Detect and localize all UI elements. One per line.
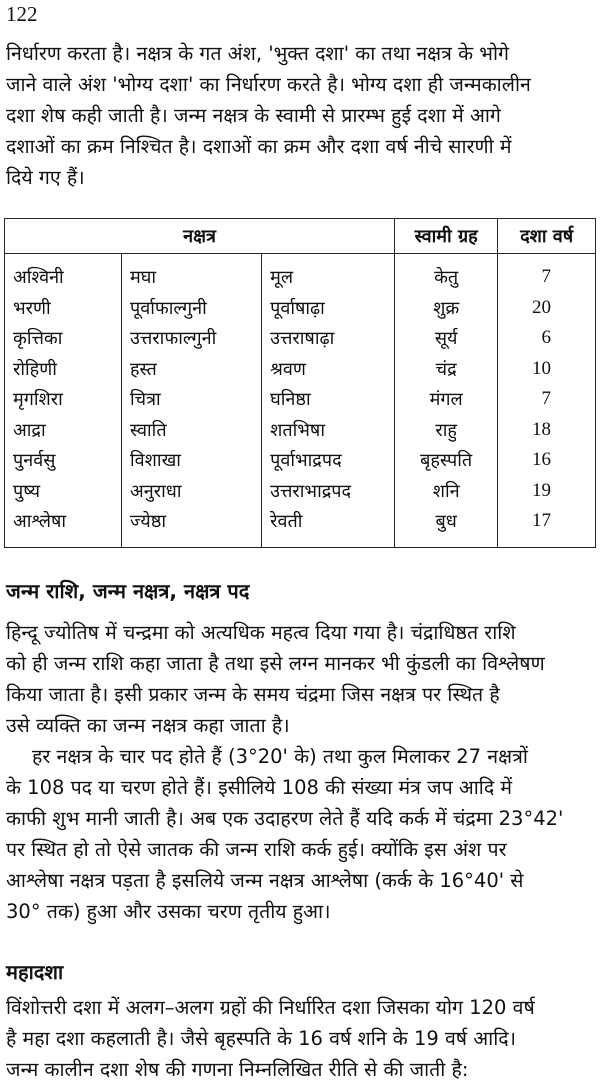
cell-nakshatra-2: पूर्वाफाल्गुनी xyxy=(122,293,262,324)
cell-lord: सूर्य xyxy=(395,323,498,354)
text-line: किया जाता है। इसी प्रकार जन्म के समय चंद्रमा जिस नक्षत्र पर स्थित है xyxy=(6,683,500,706)
table-row xyxy=(5,293,596,324)
dasha-table xyxy=(4,218,596,548)
cell-nakshatra-1: भरणी xyxy=(5,293,122,324)
cell-years: 19 xyxy=(498,476,596,507)
cell-nakshatra-1: पुष्य xyxy=(5,476,122,507)
paragraph-janma-rashi xyxy=(6,617,596,927)
cell-years: 16 xyxy=(498,445,596,476)
cell-lord: राहु xyxy=(395,415,498,446)
cell-years: 6 xyxy=(498,323,596,354)
cell-nakshatra-3: पूर्वाषाढ़ा xyxy=(262,293,395,324)
header-nakshatra: नक्षत्र xyxy=(5,219,395,254)
text-line: दशाओं का क्रम निश्चित है। दशाओं का क्रम और दशा वर्ष नीचे सारणी में xyxy=(6,135,512,158)
cell-lord: बृहस्पति xyxy=(395,445,498,476)
cell-nakshatra-3: उत्तराषाढ़ा xyxy=(262,323,395,354)
text-line: उसे व्यक्ति का जन्म नक्षत्र कहा जाता है। xyxy=(6,714,290,737)
text-line: पर स्थित हो तो ऐसे जातक की जन्म राशि कर्क हुई। क्योंकि इस अंश पर xyxy=(6,838,507,861)
cell-nakshatra-1: अश्विनी xyxy=(5,254,122,293)
cell-nakshatra-1: आश्लेषा xyxy=(5,506,122,547)
text-line: निर्धारण करता है। नक्षत्र के गत अंश, 'भुक्त दशा' का तथा नक्षत्र के भोगे xyxy=(6,42,510,65)
cell-nakshatra-3: उत्तराभाद्रपद xyxy=(262,476,395,507)
cell-years: 17 xyxy=(498,506,596,547)
cell-nakshatra-2: स्वाति xyxy=(122,415,262,446)
table-row xyxy=(5,476,596,507)
cell-years: 7 xyxy=(498,254,596,293)
paragraph-mahadasha xyxy=(6,992,596,1085)
section-heading-mahadasha: महादशा xyxy=(6,960,64,984)
cell-nakshatra-1: आद्रा xyxy=(5,415,122,446)
cell-nakshatra-3: शतभिषा xyxy=(262,415,395,446)
table-row xyxy=(5,384,596,415)
cell-nakshatra-3: पूर्वाभाद्रपद xyxy=(262,445,395,476)
text-line: जाने वाले अंश 'भोग्य दशा' का निर्धारण करते है। भोग्य दशा ही जन्मकालीन xyxy=(6,73,531,96)
intro-paragraph xyxy=(6,38,596,193)
table-row xyxy=(5,445,596,476)
cell-nakshatra-1: पुनर्वसु xyxy=(5,445,122,476)
table-row xyxy=(5,354,596,385)
header-years: दशा वर्ष xyxy=(498,219,596,254)
cell-nakshatra-2: मघा xyxy=(122,254,262,293)
cell-years: 7 xyxy=(498,384,596,415)
text-line: दिये गए हैं। xyxy=(6,166,85,189)
cell-nakshatra-1: रोहिणी xyxy=(5,354,122,385)
table-row xyxy=(5,323,596,354)
cell-lord: केतु xyxy=(395,254,498,293)
cell-nakshatra-2: उत्तराफाल्गुनी xyxy=(122,323,262,354)
table-row xyxy=(5,415,596,446)
text-line: विंशोत्तरी दशा में अलग–अलग ग्रहों की निर्धारित दशा जिसका योग 120 वर्ष xyxy=(6,996,535,1019)
table-row xyxy=(5,254,596,293)
cell-lord: बुध xyxy=(395,506,498,547)
cell-lord: चंद्र xyxy=(395,354,498,385)
cell-nakshatra-2: अनुराधा xyxy=(122,476,262,507)
cell-nakshatra-3: श्रवण xyxy=(262,354,395,385)
cell-lord: शुक्र xyxy=(395,293,498,324)
table-row xyxy=(5,506,596,547)
cell-years: 10 xyxy=(498,354,596,385)
cell-nakshatra-3: रेवती xyxy=(262,506,395,547)
text-line: हर नक्षत्र के चार पद होते हैं (3°20' के) तथा कुल मिलाकर 27 नक्षत्रों xyxy=(32,745,528,768)
cell-nakshatra-2: विशाखा xyxy=(122,445,262,476)
cell-lord: शनि xyxy=(395,476,498,507)
text-line: के 108 पद या चरण होते हैं। इसीलिये 108 की संख्या मंत्र जप आदि में xyxy=(6,776,513,799)
cell-lord: मंगल xyxy=(395,384,498,415)
text-line: दशा शेष कही जाती है। जन्म नक्षत्र के स्वामी से प्रारम्भ हुई दशा में आगे xyxy=(6,104,501,127)
text-line: 30° तक) हुआ और उसका चरण तृतीय हुआ। xyxy=(6,900,331,923)
text-line: हिन्दू ज्योतिष में चन्द्रमा को अत्यधिक महत्व दिया गया है। चंद्राधिष्ठत राशि xyxy=(6,621,516,644)
header-lord: स्वामी ग्रह xyxy=(395,219,498,254)
text-line: काफी शुभ मानी जाती है। अब एक उदाहरण लेते हैं यदि कर्क में चंद्रमा 23°42' xyxy=(6,807,564,830)
page-number: 122 xyxy=(6,2,38,26)
cell-nakshatra-2: हस्त xyxy=(122,354,262,385)
cell-nakshatra-1: कृत्तिका xyxy=(5,323,122,354)
text-line: जन्म कालीन दशा शेष की गणना निम्नलिखित रीति से की जाती है: xyxy=(6,1058,469,1081)
cell-nakshatra-3: घनिष्ठा xyxy=(262,384,395,415)
cell-nakshatra-3: मूल xyxy=(262,254,395,293)
table-header-row xyxy=(5,219,596,254)
cell-nakshatra-1: मृगशिरा xyxy=(5,384,122,415)
text-line: है महा दशा कहलाती है। जैसे बृहस्पति के 16 वर्ष शनि के 19 वर्ष आदि। xyxy=(6,1027,517,1050)
cell-nakshatra-2: चित्रा xyxy=(122,384,262,415)
text-line: आश्लेषा नक्षत्र पड़ता है इसलिये जन्म नक्षत्र आश्लेषा (कर्क के 16°40' से xyxy=(6,869,524,892)
section-heading-janma-rashi: जन्म राशि, जन्म नक्षत्र, नक्षत्र पद xyxy=(6,579,250,603)
text-line: को ही जन्म राशि कहा जाता है तथा इसे लग्न मानकर भी कुंडली का विश्लेषण xyxy=(6,652,545,675)
cell-years: 18 xyxy=(498,415,596,446)
cell-years: 20 xyxy=(498,293,596,324)
cell-nakshatra-2: ज्येष्ठा xyxy=(122,506,262,547)
